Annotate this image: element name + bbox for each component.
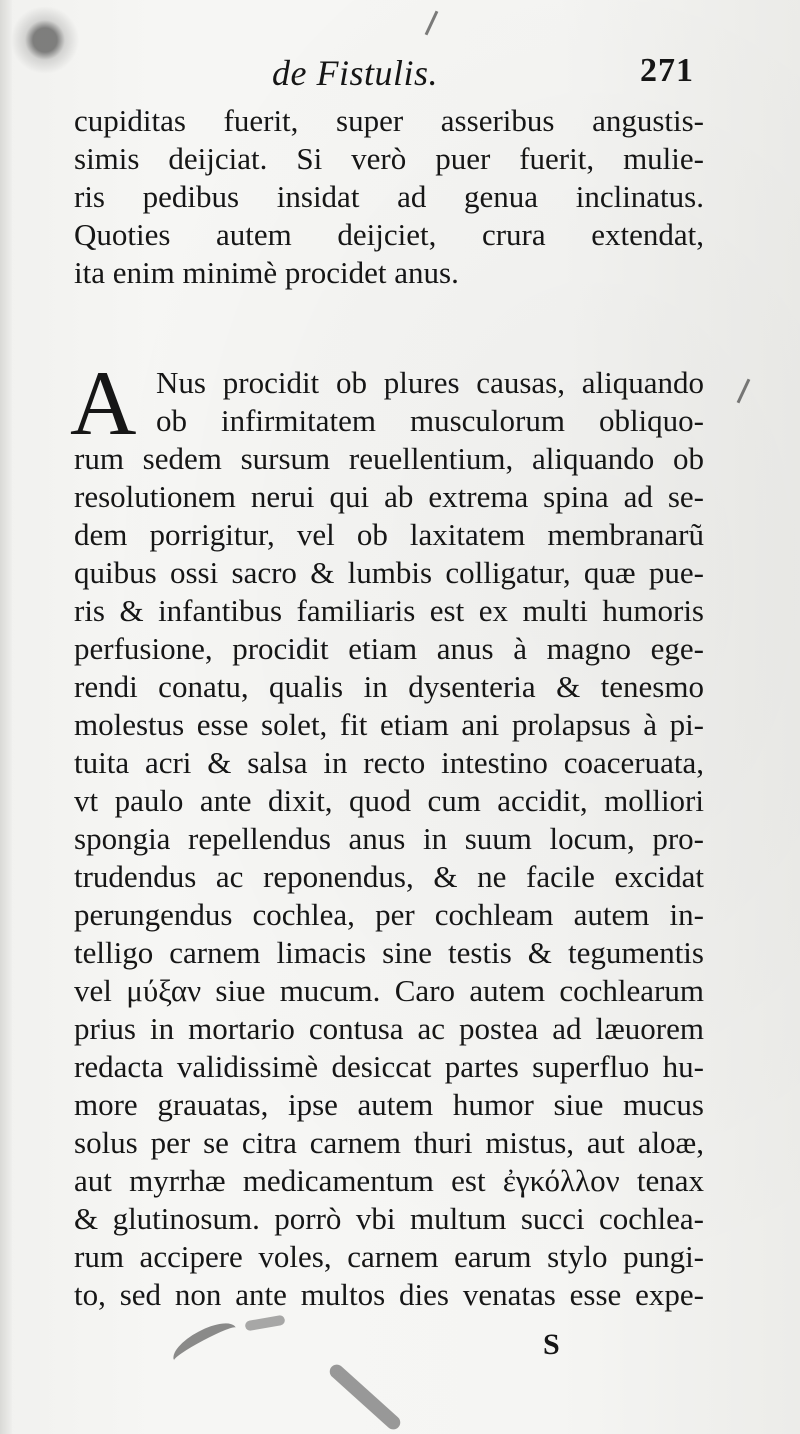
text-line: vel μύξαν siue mucum. Caro autem cochlearum: [74, 973, 704, 1008]
ink-smudge: [244, 1315, 285, 1332]
page-number: 271: [640, 52, 694, 89]
text-line: Nus procidit ob plures causas, aliquando: [156, 365, 704, 400]
text-line: ob infirmitatem musculorum obliquo-: [156, 403, 704, 438]
text-line: resolutionem nerui qui ab extrema spina ad se-: [74, 479, 704, 514]
text-line: more grauatas, ipse autem humor siue mucus: [74, 1087, 704, 1122]
text-line: & glutinosum. porrò vbi multum succi cochlea-: [74, 1201, 704, 1236]
ink-smudge: [168, 1315, 243, 1373]
text-line: cupiditas fuerit, super asseribus angustis-: [74, 103, 704, 138]
text-line: perungendus cochlea, per cochleam autem in-: [74, 897, 704, 932]
text-line: vt paulo ante dixit, quod cum accidit, molliori: [74, 783, 704, 818]
text-line: ita enim minimè procidet anus.: [74, 255, 459, 290]
text-line: solus per se citra carnem thuri mistus, aut aloæ,: [74, 1125, 704, 1160]
paper-blemish: [737, 379, 751, 404]
text-line: ris & infantibus familiaris est ex multi humoris: [74, 593, 704, 628]
text-line: dem porrigitur, vel ob laxitatem membranarũ: [74, 517, 704, 552]
text-line: redacta validissimè desiccat partes superfluo hu-: [74, 1049, 704, 1084]
text-line: quibus ossi sacro & lumbis colligatur, quæ pue-: [74, 555, 704, 590]
drop-cap: A: [70, 352, 137, 454]
text-line: rendi conatu, qualis in dysenteria & tenesmo: [74, 669, 704, 704]
signature-mark: S: [543, 1328, 560, 1361]
text-line: rum sedem sursum reuellentium, aliquando ob: [74, 441, 704, 476]
main-paragraph: [70, 352, 704, 1314]
text-line: tuita acri & salsa in recto intestino coaceruata,: [74, 745, 704, 780]
text-line: rum accipere voles, carnem earum stylo pungi-: [74, 1239, 704, 1274]
text-line: prius in mortario contusa ac postea ad læuorem: [74, 1011, 704, 1046]
text-line: molestus esse solet, fit etiam ani prolapsus à pi-: [74, 707, 704, 742]
text-line: spongia repellendus anus in suum locum, pro-: [74, 821, 704, 856]
running-title: de Fistulis.: [272, 53, 438, 93]
ink-smudge: [327, 1362, 403, 1433]
text-line: to, sed non ante multos dies venatas esse expe-: [74, 1277, 704, 1312]
text-line: ris pedibus insidat ad genua inclinatus.: [74, 179, 704, 214]
text-line: Quoties autem deijciet, crura extendat,: [74, 217, 704, 252]
page-header: [0, 52, 800, 96]
text-line: trudendus ac reponendus, & ne facile excidat: [74, 859, 704, 894]
text-line: simis deijciat. Si verò puer fuerit, mulie-: [74, 141, 704, 176]
continuation-paragraph: [74, 102, 704, 292]
page-gutter: [0, 0, 12, 1434]
paper-blemish: [425, 11, 439, 36]
text-line: aut myrrhæ medicamentum est ἐγκόλλον tenax: [74, 1163, 704, 1198]
text-line: perfusione, procidit etiam anus à magno ege-: [74, 631, 704, 666]
text-line: telligo carnem limacis sine testis & tegumentis: [74, 935, 704, 970]
